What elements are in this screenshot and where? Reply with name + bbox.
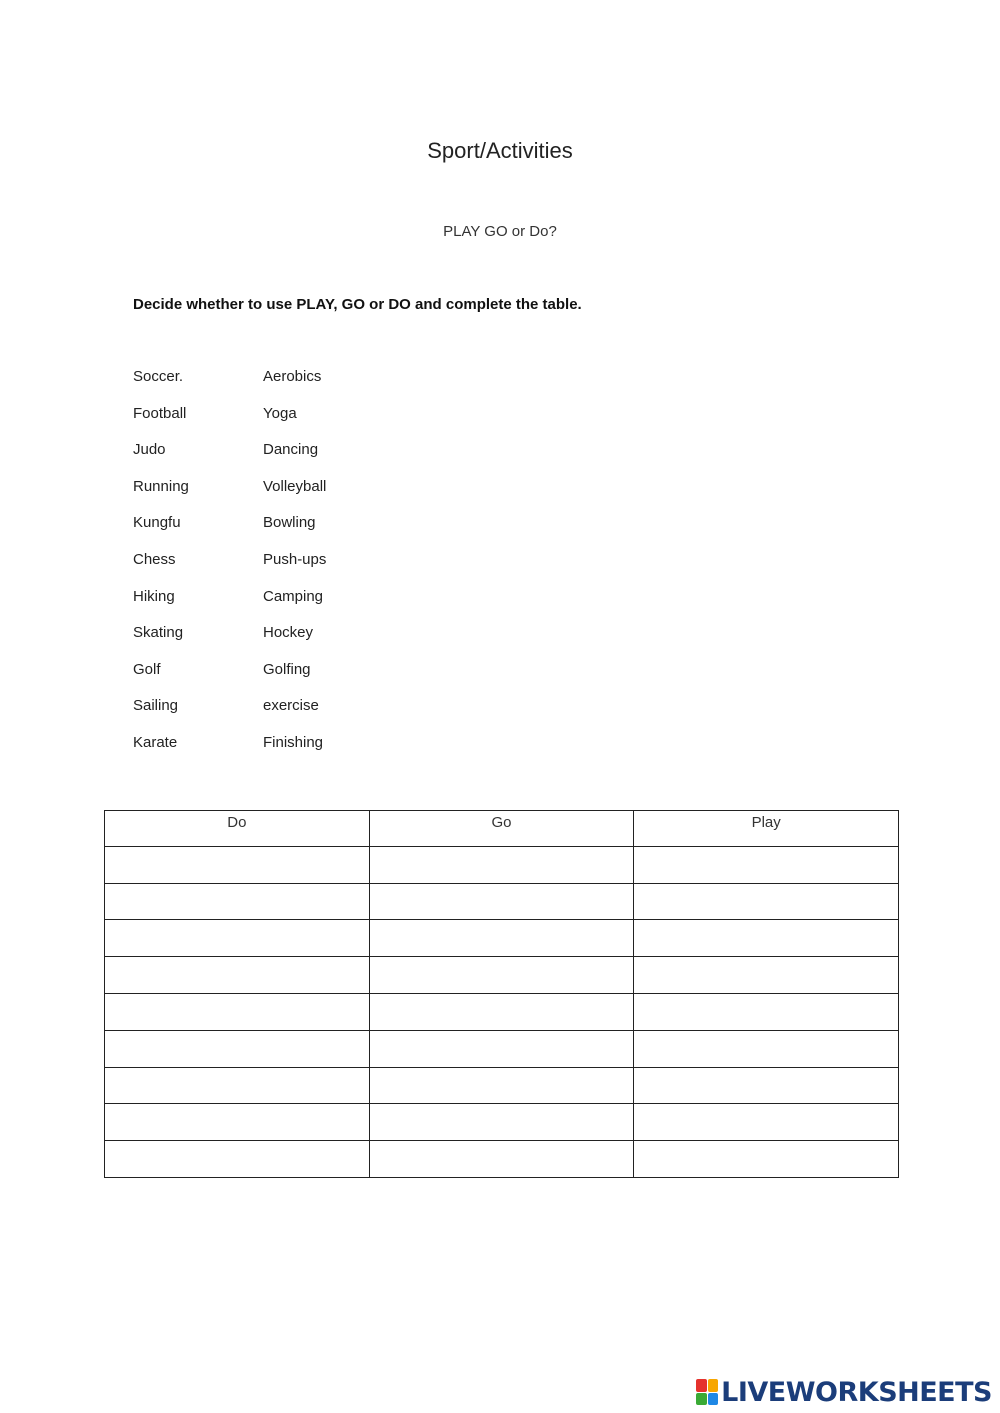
answer-cell-go[interactable] <box>369 957 634 994</box>
word-item: Finishing <box>263 733 324 751</box>
answer-cell-play[interactable] <box>634 920 899 957</box>
word-item: Hockey <box>263 624 314 642</box>
table-row <box>105 883 899 920</box>
word-item: Kungfu <box>133 514 181 532</box>
answer-cell-play[interactable] <box>634 883 899 920</box>
answer-cell-do[interactable] <box>105 957 370 994</box>
liveworksheets-logo <box>696 1377 992 1407</box>
answer-cell-go[interactable] <box>369 1141 634 1178</box>
answer-cell-play[interactable] <box>634 846 899 883</box>
table-row <box>105 846 899 883</box>
word-item: Golf <box>133 660 161 678</box>
word-row <box>133 624 433 661</box>
page-title: Sport/Activities <box>427 138 573 163</box>
word-row <box>133 478 433 515</box>
answer-cell-play[interactable] <box>634 1141 899 1178</box>
answer-cell-do[interactable] <box>105 883 370 920</box>
table-row <box>105 1067 899 1104</box>
word-item: Golfing <box>263 660 311 678</box>
word-item: Judo <box>133 441 166 459</box>
word-item: Bowling <box>263 514 316 532</box>
answer-table <box>104 810 899 1178</box>
word-item: Football <box>133 404 187 422</box>
word-item: Camping <box>263 587 324 605</box>
answer-cell-do[interactable] <box>105 1030 370 1067</box>
page-subtitle: PLAY GO or Do? <box>443 223 557 240</box>
word-row <box>133 697 433 734</box>
answer-cell-go[interactable] <box>369 1030 634 1067</box>
answer-cell-do[interactable] <box>105 846 370 883</box>
instruction-text: Decide whether to use PLAY, GO or DO and complete the table. <box>133 296 582 313</box>
answer-cell-play[interactable] <box>634 1067 899 1104</box>
answer-cell-play[interactable] <box>634 1104 899 1141</box>
word-item: Hiking <box>133 587 175 605</box>
answer-cell-do[interactable] <box>105 1104 370 1141</box>
word-item: Dancing <box>263 441 319 459</box>
word-item: Karate <box>133 733 178 751</box>
word-item: Chess <box>133 550 176 568</box>
column-header-do: Do <box>105 811 370 847</box>
table-row <box>105 1030 899 1067</box>
word-row <box>133 514 433 551</box>
logo-mark-square <box>708 1393 719 1406</box>
word-item: Yoga <box>263 404 297 422</box>
word-item: Sailing <box>133 697 179 715</box>
answer-cell-do[interactable] <box>105 993 370 1030</box>
logo-mark-square <box>708 1379 719 1392</box>
word-row <box>133 441 433 478</box>
word-row <box>133 551 433 588</box>
word-item: Soccer. <box>133 368 184 385</box>
logo-mark-icon <box>696 1379 718 1405</box>
table-row <box>105 957 899 994</box>
answer-cell-do[interactable] <box>105 1067 370 1104</box>
answer-cell-go[interactable] <box>369 993 634 1030</box>
answer-cell-do[interactable] <box>105 1141 370 1178</box>
answer-cell-go[interactable] <box>369 1067 634 1104</box>
answer-cell-do[interactable] <box>105 920 370 957</box>
word-item: Volleyball <box>263 477 327 495</box>
word-item: Running <box>133 477 189 495</box>
word-row <box>133 734 433 771</box>
word-row <box>133 405 433 442</box>
word-item: Push-ups <box>263 550 327 568</box>
word-row <box>133 368 433 405</box>
answer-cell-play[interactable] <box>634 993 899 1030</box>
word-item: Skating <box>133 624 184 642</box>
answer-cell-go[interactable] <box>369 920 634 957</box>
answer-cell-go[interactable] <box>369 883 634 920</box>
answer-cell-play[interactable] <box>634 1030 899 1067</box>
column-header-play: Play <box>634 811 899 847</box>
logo-mark-square <box>696 1393 707 1406</box>
table-row <box>105 1141 899 1178</box>
word-row <box>133 588 433 625</box>
table-row <box>105 920 899 957</box>
table-row <box>105 1104 899 1141</box>
answer-table-body <box>105 846 899 1177</box>
answer-cell-go[interactable] <box>369 846 634 883</box>
logo-text: LIVEWORKSHEETS <box>721 1376 992 1408</box>
word-row <box>133 661 433 698</box>
table-header-row <box>105 811 899 847</box>
column-header-go: Go <box>369 811 634 847</box>
word-item: Aerobics <box>263 368 322 385</box>
word-list <box>133 368 433 771</box>
table-row <box>105 993 899 1030</box>
logo-mark-square <box>696 1379 707 1392</box>
word-item: exercise <box>263 697 319 715</box>
answer-cell-play[interactable] <box>634 957 899 994</box>
answer-cell-go[interactable] <box>369 1104 634 1141</box>
